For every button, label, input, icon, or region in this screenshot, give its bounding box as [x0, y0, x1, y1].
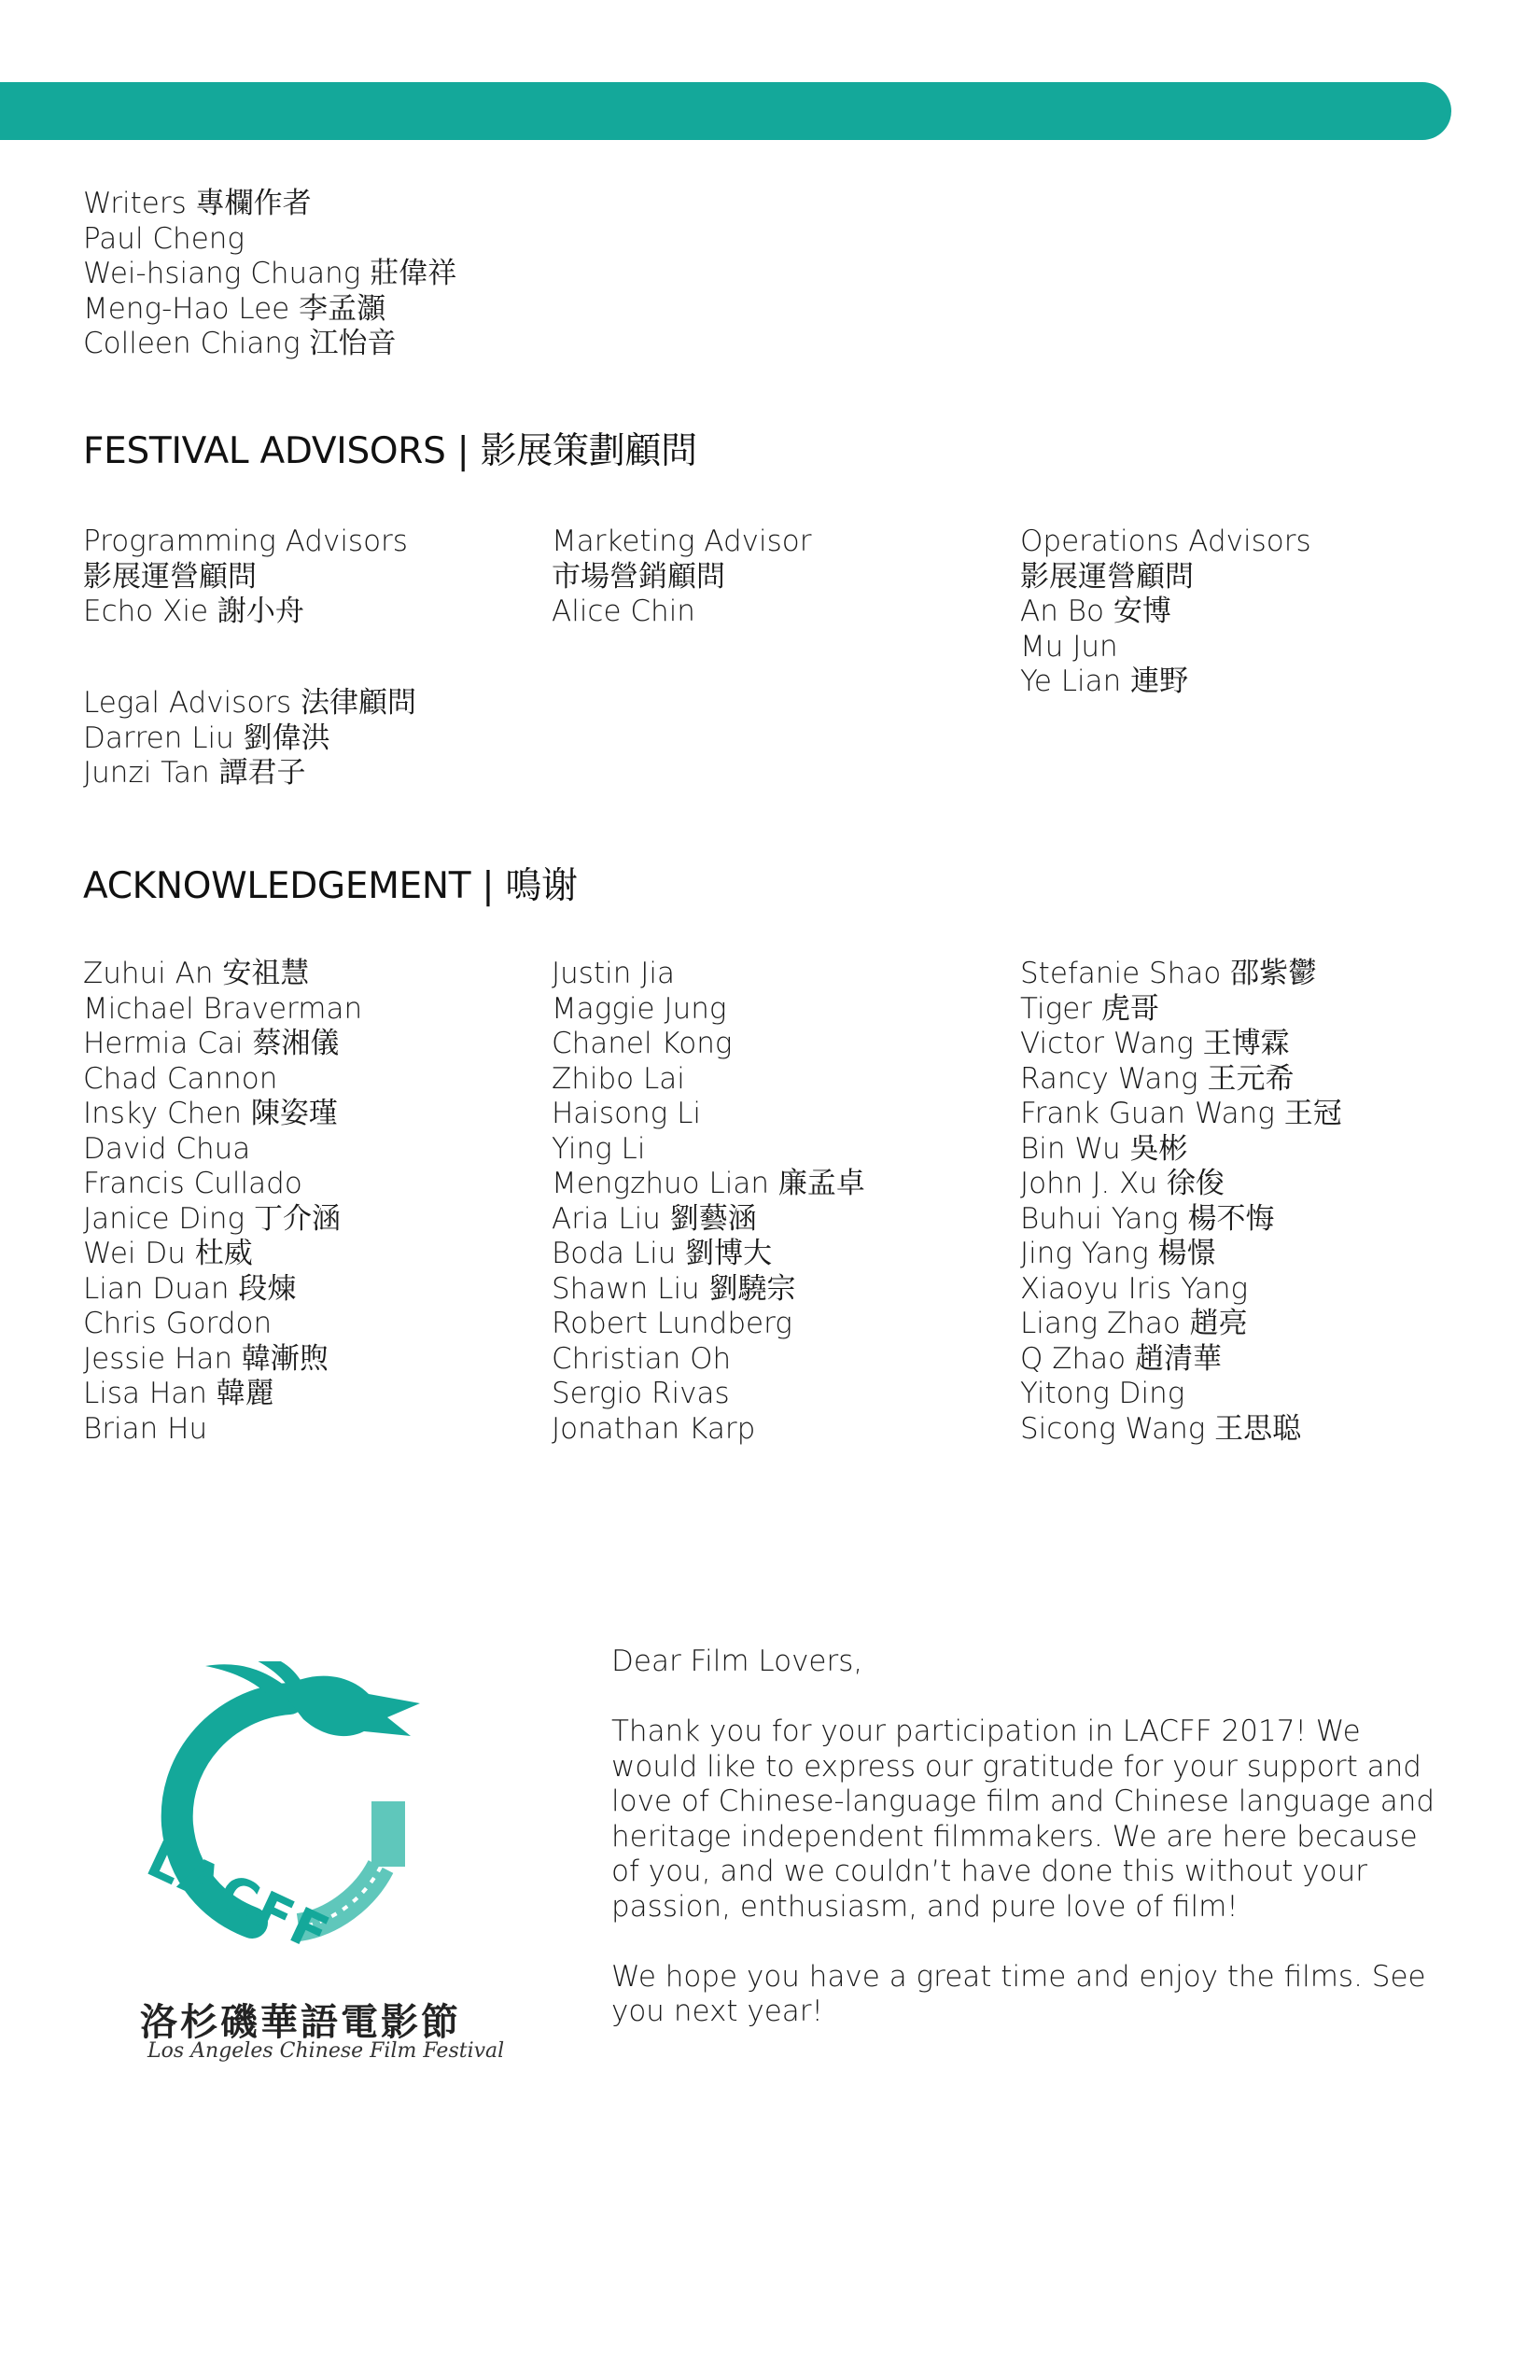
ack-name: Justin Jia: [552, 957, 675, 990]
ack-name: Maggie Jung: [552, 991, 727, 1026]
ack-name: Hermia Cai 蔡湘儀: [83, 1027, 340, 1060]
ack-name: Haisong Li: [552, 1097, 702, 1130]
header-accent-bar: [0, 82, 1451, 140]
ack-name: Buhui Yang 楊不悔: [1020, 1201, 1275, 1236]
ack-name: Lian Duan 段煉: [83, 1271, 297, 1306]
ack-name: Yitong Ding: [1020, 1377, 1185, 1410]
ack-name: David Chua: [83, 1131, 251, 1166]
letter-paragraph: We hope you have a great time and enjoy the films. See you next year!: [611, 1959, 1426, 2028]
advisor-name: Alice Chin: [552, 595, 695, 628]
ack-name: Jing Yang 楊憬: [1020, 1237, 1216, 1270]
ack-name: Sicong Wang 王思聪: [1020, 1411, 1302, 1446]
ack-column-2: [552, 957, 865, 1447]
ack-name: Q Zhao 趙清華: [1020, 1341, 1222, 1376]
programming-advisors-title-cn: 影展運營顧問: [83, 559, 257, 594]
ack-name: Sergio Rivas: [552, 1377, 730, 1410]
ack-name: Jessie Han 韓漸煦: [83, 1341, 329, 1376]
ack-column-3: [1020, 957, 1342, 1447]
marketing-advisor-title-cn: 市場營銷顧問: [552, 559, 725, 594]
writers-title: Writers 專欄作者: [83, 187, 312, 220]
ack-name: Insky Chen 陳姿瑾: [83, 1097, 338, 1130]
ack-name: Chris Gordon: [83, 1307, 273, 1340]
ack-name: Victor Wang 王博霖: [1020, 1027, 1290, 1060]
ack-name: Aria Liu 劉藝涵: [552, 1201, 757, 1236]
ack-name: Liang Zhao 趙亮: [1020, 1307, 1248, 1340]
acknowledgement-heading: ACKNOWLEDGEMENT | 鳴谢: [83, 865, 578, 907]
ack-name: Boda Liu 劉博大: [552, 1237, 773, 1270]
ack-name: Zuhui An 安祖慧: [83, 957, 310, 990]
ack-name: Stefanie Shao 邵紫鬱: [1020, 957, 1318, 990]
ack-name: Robert Lundberg: [552, 1307, 792, 1340]
ack-name: Tiger 虎哥: [1020, 991, 1159, 1026]
logo-name-en: Los Angeles Chinese Film Festival: [147, 2039, 505, 2063]
programming-advisors: [83, 525, 408, 630]
writer-name: Meng-Hao Lee 李孟灝: [83, 291, 386, 326]
letter-salutation: Dear Film Lovers,: [611, 1645, 863, 1678]
ack-name: Zhibo Lai: [552, 1061, 685, 1096]
ack-name: Wei Du 杜威: [83, 1237, 253, 1270]
advisor-name: Mu Jun: [1020, 629, 1118, 664]
ack-name: John J. Xu 徐俊: [1020, 1167, 1225, 1200]
operations-advisors: [1020, 525, 1311, 700]
legal-advisors-title: Legal Advisors 法律顧問: [83, 686, 417, 720]
advisor-name: Echo Xie 謝小舟: [83, 595, 304, 628]
ack-name: Bin Wu 吳彬: [1020, 1131, 1188, 1166]
advisor-name: Junzi Tan 譚君子: [83, 756, 306, 790]
ack-name: Shawn Liu 劉驍宗: [552, 1271, 796, 1306]
logo-mark-text: LACFF: [138, 1829, 341, 1966]
ack-column-1: [83, 957, 362, 1447]
programming-advisors-title: Programming Advisors: [83, 525, 408, 558]
ack-name: Ying Li: [552, 1131, 646, 1166]
ack-name: Christian Oh: [552, 1341, 732, 1376]
logo-name-cn: 洛杉磯華語電影節: [140, 2001, 461, 2044]
writer-name: Colleen Chiang 江怡音: [83, 327, 397, 360]
advisor-name: Darren Liu 劉偉洪: [83, 721, 330, 755]
writer-name: Paul Cheng: [83, 221, 245, 256]
writers-section: [83, 187, 456, 362]
thank-you-letter: [611, 1645, 1451, 2065]
ack-name: Jonathan Karp: [552, 1411, 756, 1446]
ack-name: Rancy Wang 王元希: [1020, 1061, 1295, 1096]
legal-advisors: [83, 686, 416, 791]
marketing-advisor: [552, 525, 811, 630]
advisor-name: Ye Lian 連野: [1020, 665, 1189, 698]
ack-name: Xiaoyu Iris Yang: [1020, 1271, 1249, 1306]
ack-name: Lisa Han 韓麗: [83, 1377, 274, 1410]
ack-name: Francis Cullado: [83, 1167, 302, 1200]
ack-name: Mengzhuo Lian 廉孟卓: [552, 1167, 865, 1200]
operations-advisors-title-cn: 影展運營顧問: [1020, 559, 1194, 594]
ack-name: Brian Hu: [83, 1411, 208, 1446]
festival-advisors-heading: FESTIVAL ADVISORS | 影展策劃顧問: [83, 430, 697, 472]
ack-name: Janice Ding 丁介涵: [83, 1201, 341, 1236]
letter-paragraph: Thank you for your participation in LACFF 2017! We would like to express our gratitude for your support and love of Chinese-language film and Chinese language and heritage independent filmmakers. We are here because of you, and we couldn’t have done this without your passion, enthusiasm, and pure love of film!: [611, 1715, 1435, 1924]
ack-name: Frank Guan Wang 王冠: [1020, 1097, 1342, 1130]
ack-name: Chanel Kong: [552, 1027, 733, 1060]
ack-name: Chad Cannon: [83, 1061, 278, 1096]
advisor-name: An Bo 安博: [1020, 595, 1171, 628]
ack-name: Michael Braverman: [83, 991, 363, 1026]
marketing-advisor-title: Marketing Advisor: [552, 525, 812, 558]
writer-name: Wei-hsiang Chuang 莊偉祥: [83, 257, 457, 290]
operations-advisors-title: Operations Advisors: [1020, 525, 1311, 558]
